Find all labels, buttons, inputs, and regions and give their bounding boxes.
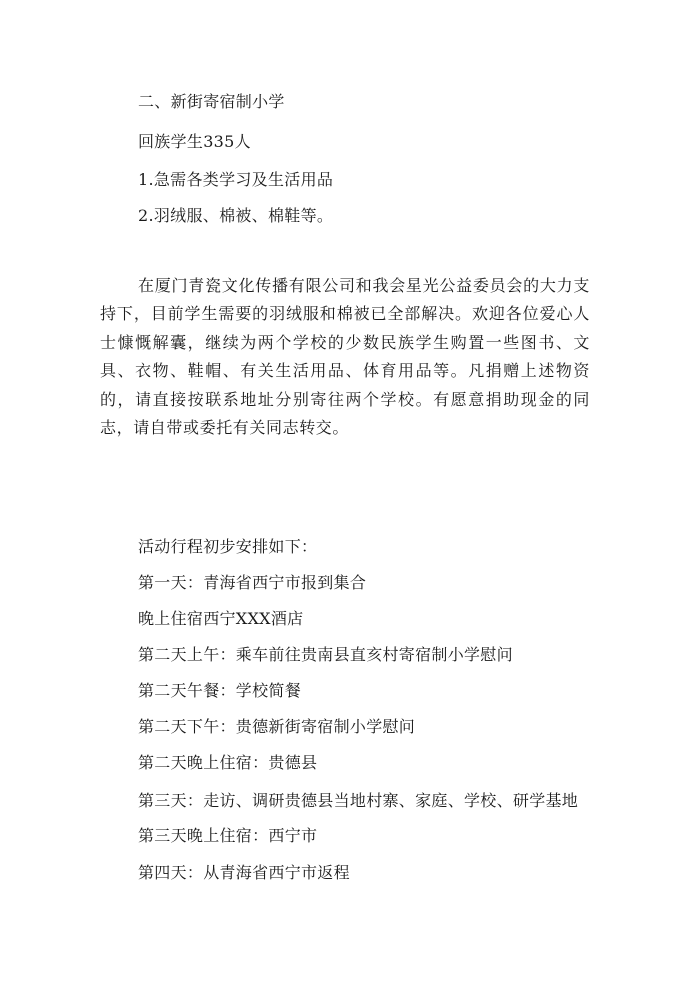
itinerary-item: 第二天上午：乘车前往贵南县直亥村寄宿制小学慰问 [138, 645, 513, 664]
itinerary-item: 第二天午餐：学校简餐 [138, 681, 302, 700]
itinerary-item: 第二天下午：贵德新街寄宿制小学慰问 [138, 717, 416, 736]
student-count: 回族学生335人 [138, 132, 251, 151]
need-item-1: 1.急需各类学习及生活用品 [138, 170, 334, 189]
itinerary-item: 第三天：走访、调研贵德县当地村寨、家庭、学校、研学基地 [138, 791, 579, 810]
need-item-2: 2.羽绒服、棉被、棉鞋等。 [138, 206, 334, 225]
itinerary-item: 第四天：从青海省西宁市返程 [138, 863, 350, 882]
itinerary-heading: 活动行程初步安排如下： [138, 537, 318, 556]
itinerary-item: 第三天晚上住宿：西宁市 [138, 826, 318, 845]
appeal-paragraph: 在厦门青瓷文化传播有限公司和我会星光公益委员会的大力支持下，目前学生需要的羽绒服和棉被已全部解决。欢迎各位爱心人士慷慨解囊，继续为两个学校的少数民族学生购置一些图书、文具、衣物、鞋帽、有关生活用品、体育用品等。凡捐赠上述物资的，请直接按联系地址分别寄往两个学校。有愿意捐助现金的同志，请自带或委托有关同志转交。 [100, 276, 590, 438]
itinerary-item: 第一天：青海省西宁市报到集合 [138, 573, 367, 592]
itinerary-item: 晚上住宿西宁XXX酒店 [138, 609, 304, 628]
section-title: 二、新街寄宿制小学 [138, 92, 285, 111]
itinerary-item: 第二天晚上住宿：贵德县 [138, 753, 318, 772]
